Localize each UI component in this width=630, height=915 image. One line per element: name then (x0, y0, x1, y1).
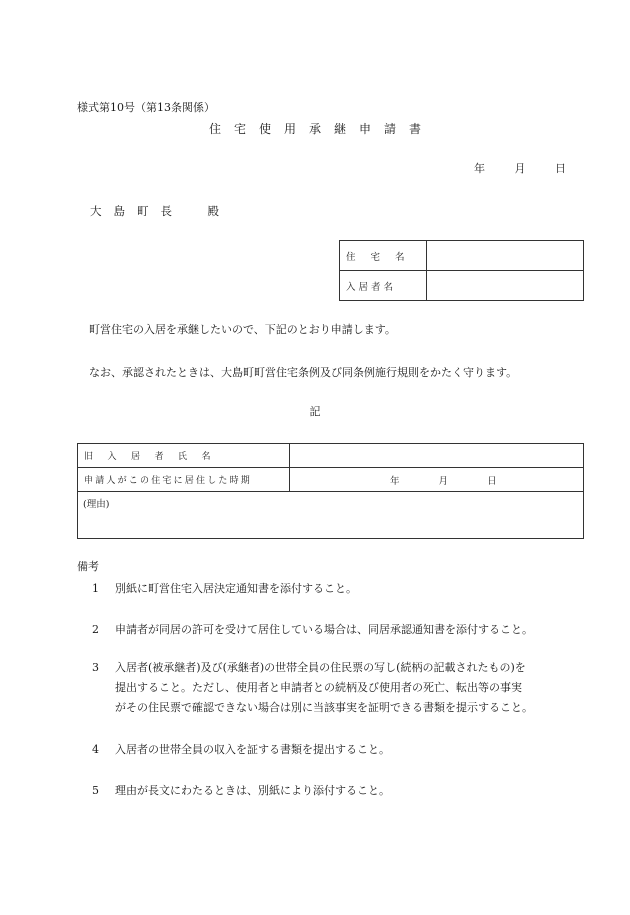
housing-name-label: 住宅名 (340, 241, 427, 271)
form-number: 様式第10号（第13条関係） (77, 101, 215, 114)
record-table (77, 443, 584, 539)
document-title: 住宅使用承継申請書 (208, 122, 434, 136)
note-item (115, 579, 357, 599)
table-row (340, 271, 584, 301)
note-line: 申請者が同居の許可を受けて居住している場合は、同居承認通知書を添付すること。 (115, 623, 533, 636)
table-row (78, 468, 584, 492)
housing-info-table (339, 240, 584, 301)
residence-period-field[interactable] (290, 468, 584, 492)
residence-year-label: 年 (390, 475, 400, 487)
residence-month-label: 月 (438, 475, 449, 487)
residence-day-label: 日 (487, 475, 497, 487)
table-row (78, 492, 584, 539)
date-day-label: 日 (555, 162, 566, 175)
table-row (340, 241, 584, 271)
ki-heading: 記 (309, 405, 321, 418)
body-text-line2: なお、承認されたときは、大島町町営住宅条例及び同条例施行規則をかたく守ります。 (89, 366, 518, 379)
note-item (115, 620, 533, 640)
note-item (115, 658, 533, 718)
note-item (115, 740, 390, 760)
table-row (78, 444, 584, 468)
note-line: 理由が長文にわたるときは、別紙により添付すること。 (115, 784, 390, 797)
reason-field[interactable] (78, 492, 584, 539)
note-line: 提出すること。ただし、使用者と申請者との続柄及び使用者の死亡、転出等の事実 (115, 681, 522, 694)
note-line: 別紙に町営住宅入居決定通知書を添付すること。 (115, 582, 357, 595)
note-number: 4 (92, 743, 99, 756)
former-resident-label: 旧入居者氏名 (78, 444, 290, 468)
note-item (115, 781, 390, 801)
note-number: 2 (92, 623, 99, 636)
former-resident-field[interactable] (290, 444, 584, 468)
housing-name-field[interactable] (427, 241, 584, 271)
note-line: 入居者の世帯全員の収入を証する書類を提出すること。 (115, 743, 390, 756)
addressee: 大島町長 殿 (90, 204, 231, 218)
date-year-label: 年 (474, 162, 485, 175)
note-line: がその住民票で確認できない場合は別に当該事実を証明できる書類を提示すること。 (115, 701, 533, 714)
body-text-line1: 町営住宅の入居を承継したいので、下記のとおり申請します。 (89, 323, 396, 336)
reason-label: (理由) (83, 499, 110, 510)
note-number: 1 (92, 582, 99, 595)
note-number: 3 (92, 661, 99, 674)
residence-period-label: 申請人がこの住宅に居住した時期 (78, 468, 290, 492)
notes-header: 備考 (77, 560, 99, 573)
date-month-label: 月 (514, 162, 526, 175)
resident-name-label: 入居者名 (340, 271, 427, 301)
note-line: 入居者(被承継者)及び(承継者)の世帯全員の住民票の写し(続柄の記載されたもの)を (115, 661, 526, 674)
date-line (474, 162, 566, 176)
resident-name-field[interactable] (427, 271, 584, 301)
note-number: 5 (92, 784, 99, 797)
